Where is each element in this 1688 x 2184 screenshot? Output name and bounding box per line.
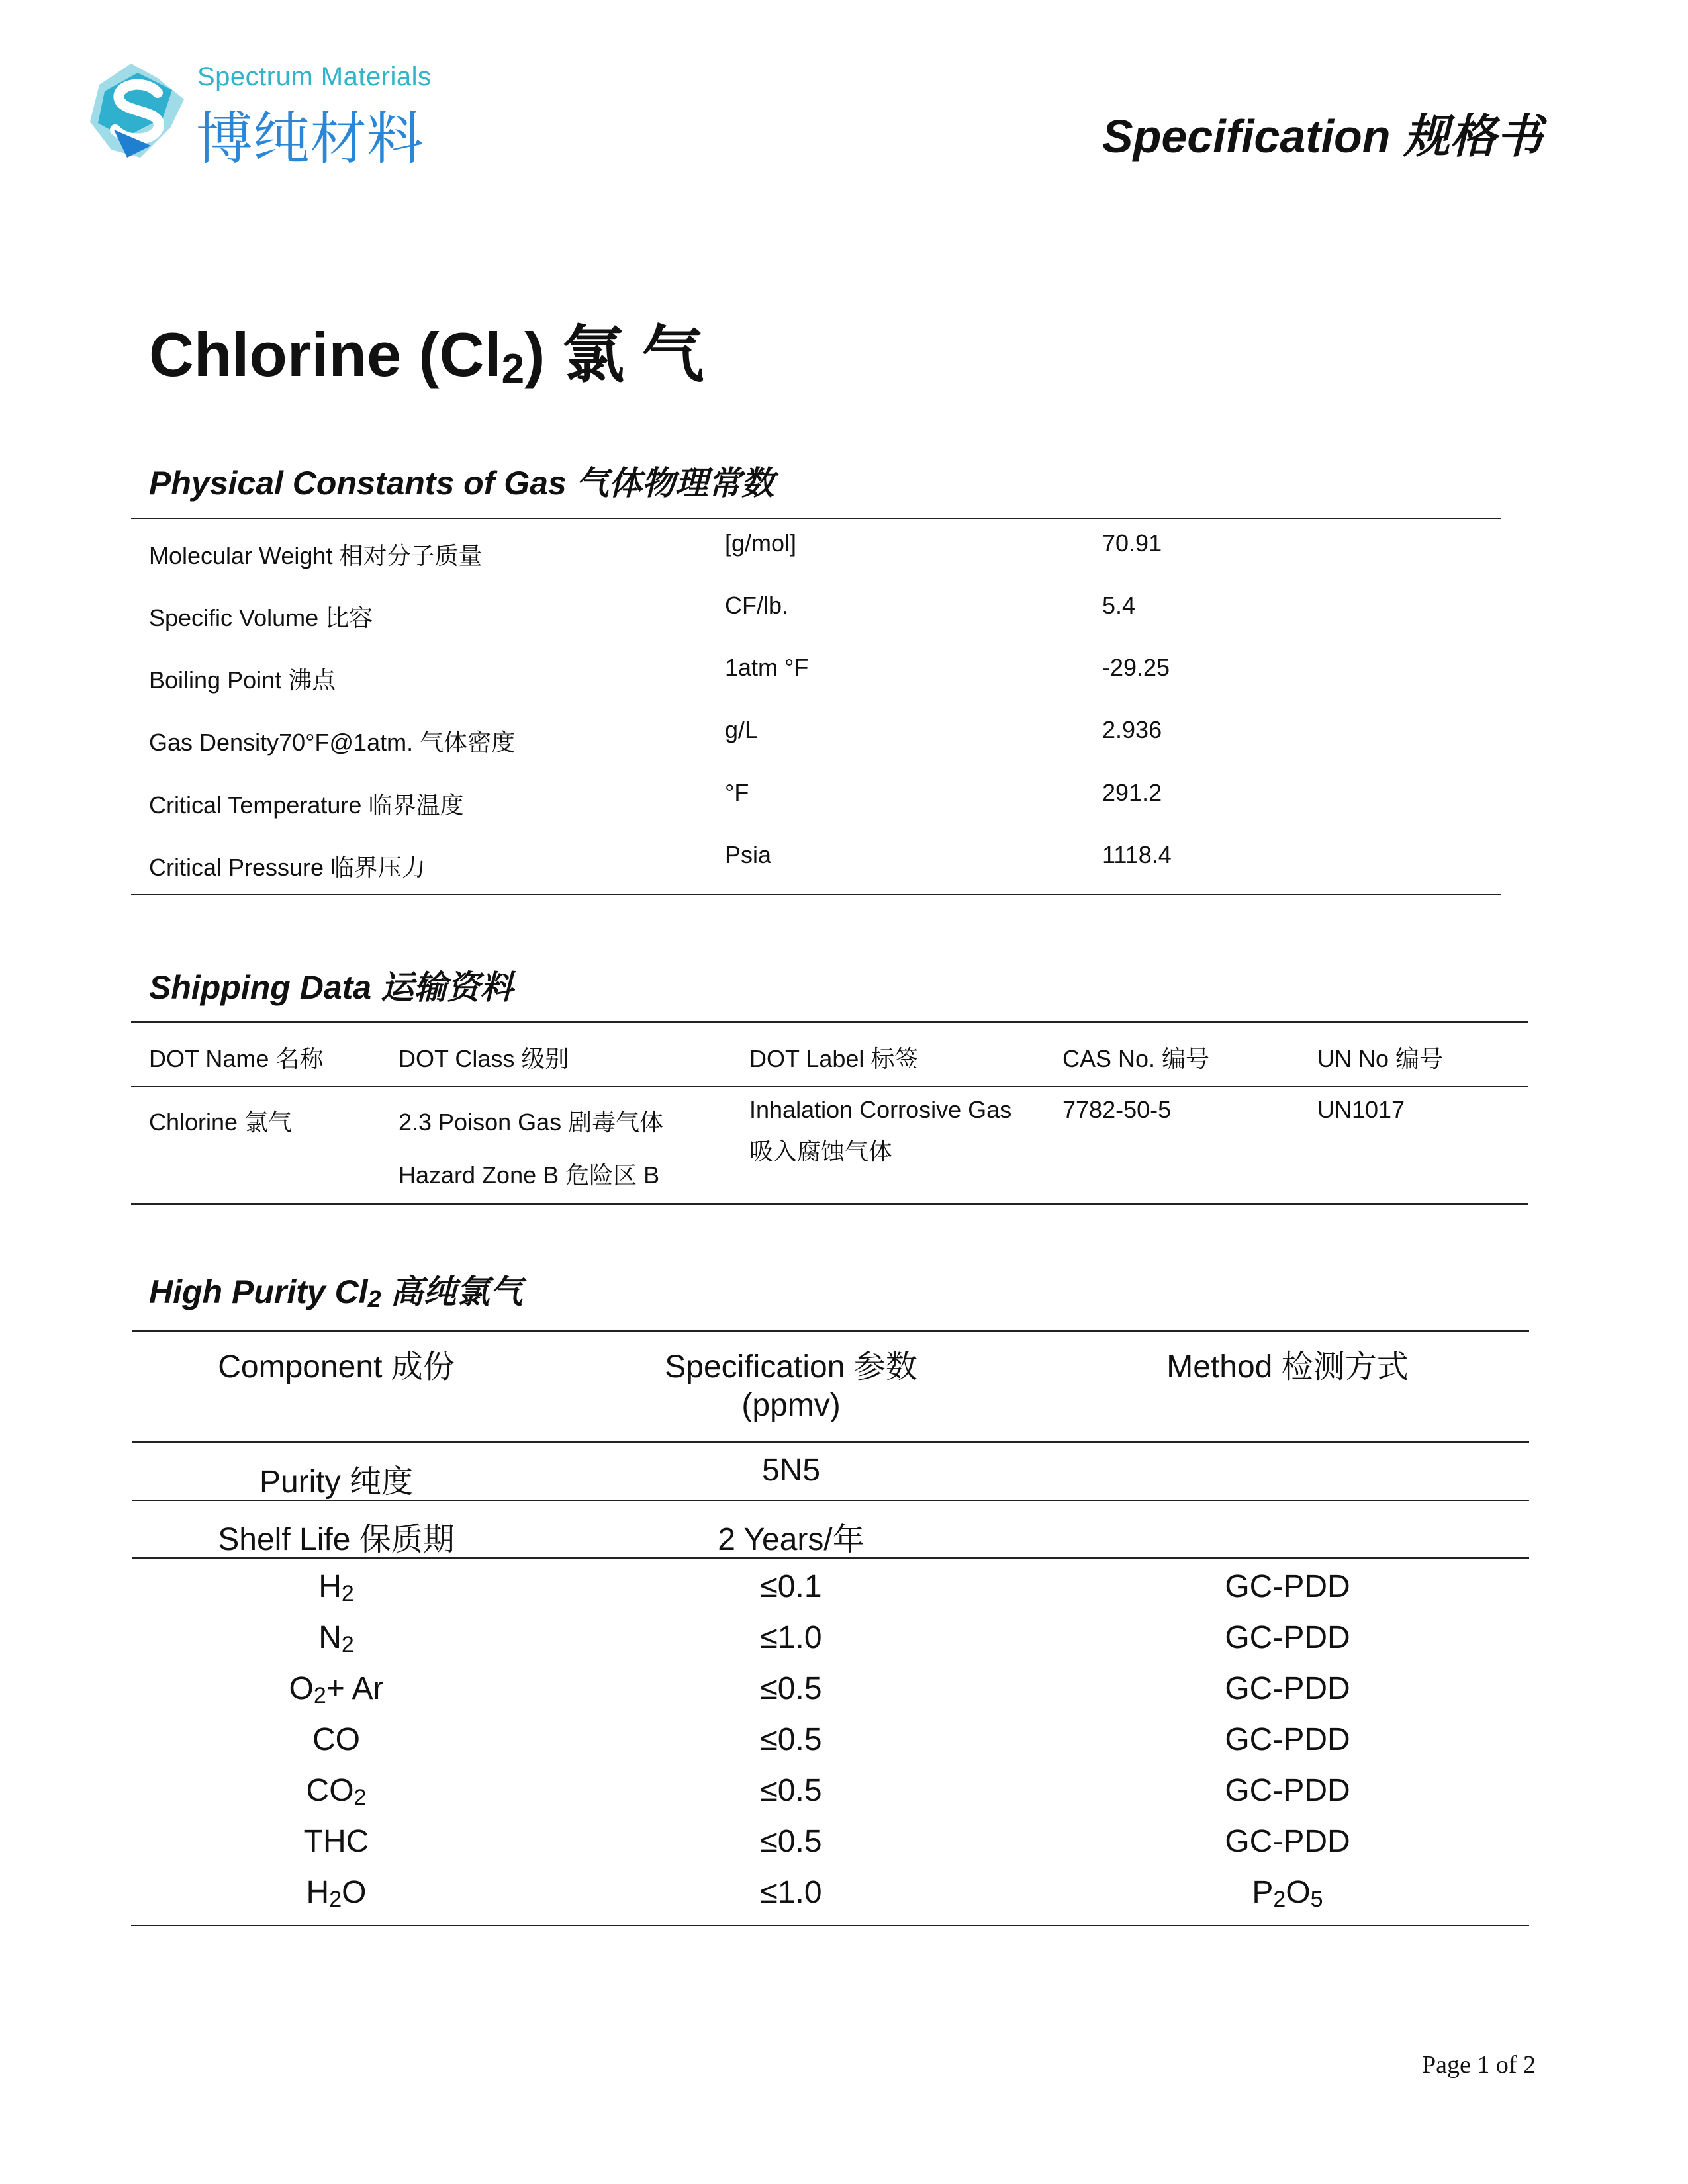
document-type-label: Specification 规格书 [1102, 111, 1542, 162]
header-cas-no: CAS No. 编号 [1062, 1045, 1210, 1072]
row-rule [132, 1557, 1529, 1559]
property-value: 1118.4 [1102, 841, 1172, 868]
component-method: GC-PDD [1225, 1671, 1350, 1706]
component-spec: ≤1.0 [760, 1620, 822, 1655]
property-name: Critical Temperature 临界温度 [149, 792, 464, 819]
component-name: $H_2$ [318, 1569, 354, 1606]
property-value: -29.25 [1102, 654, 1170, 681]
header-specification-unit: (ppmv) [741, 1388, 841, 1423]
dot-class-line2: Hazard Zone B 危险区 B [399, 1161, 660, 1189]
physical-table-bottom-rule [131, 894, 1501, 895]
logo-chinese-text: 博纯材料 [196, 106, 424, 172]
header-method: Method 检测方式 [1166, 1349, 1409, 1385]
shipping-table-bottom-rule [131, 1203, 1528, 1205]
dot-name-value: Chlorine 氯气 [149, 1109, 293, 1136]
title-suffix: ) 氯 气 [524, 320, 704, 389]
component-spec: ≤1.0 [760, 1875, 822, 1910]
dot-class-line1: 2.3 Poison Gas 剧毒气体 [399, 1109, 664, 1136]
title-prefix: Chlorine (Cl [149, 320, 502, 389]
component-spec: ≤0.5 [760, 1671, 822, 1706]
purity-label: Purity 纯度 [259, 1465, 414, 1500]
component-name: $H_2O$ [306, 1875, 367, 1912]
heading-suffix: 高纯氯气 [381, 1273, 523, 1310]
header-dot-class: DOT Class 级别 [399, 1045, 569, 1072]
property-name: Critical Pressure 临界压力 [149, 854, 426, 881]
shipping-table-top-rule [131, 1021, 1528, 1023]
property-unit: °F [725, 779, 749, 806]
physical-table-top-rule [131, 518, 1501, 519]
property-value: 291.2 [1102, 779, 1162, 806]
shelf-life-label: Shelf Life 保质期 [218, 1522, 455, 1557]
header-specification: Specification 参数 [665, 1349, 917, 1385]
property-unit: [g/mol] [725, 529, 797, 557]
un-number: UN1017 [1317, 1096, 1405, 1123]
shelf-life-value: 2 Years/年 [718, 1522, 865, 1557]
component-method: GC-PDD [1225, 1620, 1350, 1655]
row-rule [132, 1500, 1529, 1501]
component-spec: ≤0.5 [760, 1824, 822, 1859]
page-title [149, 304, 704, 394]
dot-label-line1: Inhalation Corrosive Gas [749, 1096, 1012, 1123]
component-name: THC [303, 1824, 369, 1859]
purity-table-bottom-rule [131, 1925, 1529, 1926]
property-value: 2.936 [1102, 716, 1162, 743]
high-purity-heading [149, 1265, 523, 1313]
purity-table-top-rule [132, 1330, 1529, 1332]
component-spec: ≤0.5 [760, 1773, 822, 1808]
component-name: $CO_2$ [306, 1773, 367, 1810]
component-spec: ≤0.5 [760, 1722, 822, 1757]
property-unit: g/L [725, 716, 759, 743]
shipping-data-heading: Shipping Data 运输资料 [149, 969, 513, 1006]
physical-constants-heading: Physical Constants of Gas 气体物理常数 [149, 465, 774, 502]
heading-prefix: High Purity Cl [149, 1273, 368, 1310]
property-name: Specific Volume 比容 [149, 604, 373, 631]
property-unit: 1atm °F [725, 654, 809, 681]
header-dot-label: DOT Label 标签 [749, 1045, 919, 1072]
property-name: Gas Density70°F@1atm. 气体密度 [149, 729, 516, 756]
header-un-no: UN No 编号 [1317, 1045, 1444, 1072]
dot-label-line2: 吸入腐蚀气体 [749, 1138, 893, 1165]
cas-number: 7782-50-5 [1062, 1096, 1172, 1123]
component-name: $N_2$ [318, 1620, 354, 1657]
component-method: GC-PDD [1225, 1773, 1350, 1808]
purity-header-rule [132, 1441, 1529, 1443]
property-value: 70.91 [1102, 529, 1162, 557]
property-unit: CF/lb. [725, 592, 789, 619]
property-unit: Psia [725, 841, 772, 868]
purity-value: 5N5 [761, 1453, 821, 1488]
logo-english-text: Spectrum Materials [197, 62, 432, 91]
component-method: GC-PDD [1225, 1824, 1350, 1859]
logo-mark-icon [85, 58, 191, 164]
property-value: 5.4 [1102, 592, 1136, 619]
component-method: $P_2O_5$ [1252, 1875, 1323, 1912]
property-name: Molecular Weight 相对分子质量 [149, 542, 483, 569]
page-number: Page 1 of 2 [1421, 2051, 1536, 2079]
header-dot-name: DOT Name 名称 [149, 1045, 324, 1072]
header-component: Component 成份 [218, 1349, 455, 1385]
component-name: CO [312, 1722, 360, 1757]
component-name: $O_2+ Ar$ [289, 1671, 384, 1708]
property-name: Boiling Point 沸点 [149, 666, 336, 694]
heading-subscript: 2 [367, 1285, 381, 1312]
component-spec: ≤0.1 [760, 1569, 822, 1604]
component-method: GC-PDD [1225, 1569, 1350, 1604]
company-logo [85, 58, 432, 172]
shipping-header-rule [131, 1086, 1528, 1087]
title-subscript: 2 [501, 346, 525, 392]
component-method: GC-PDD [1225, 1722, 1350, 1757]
